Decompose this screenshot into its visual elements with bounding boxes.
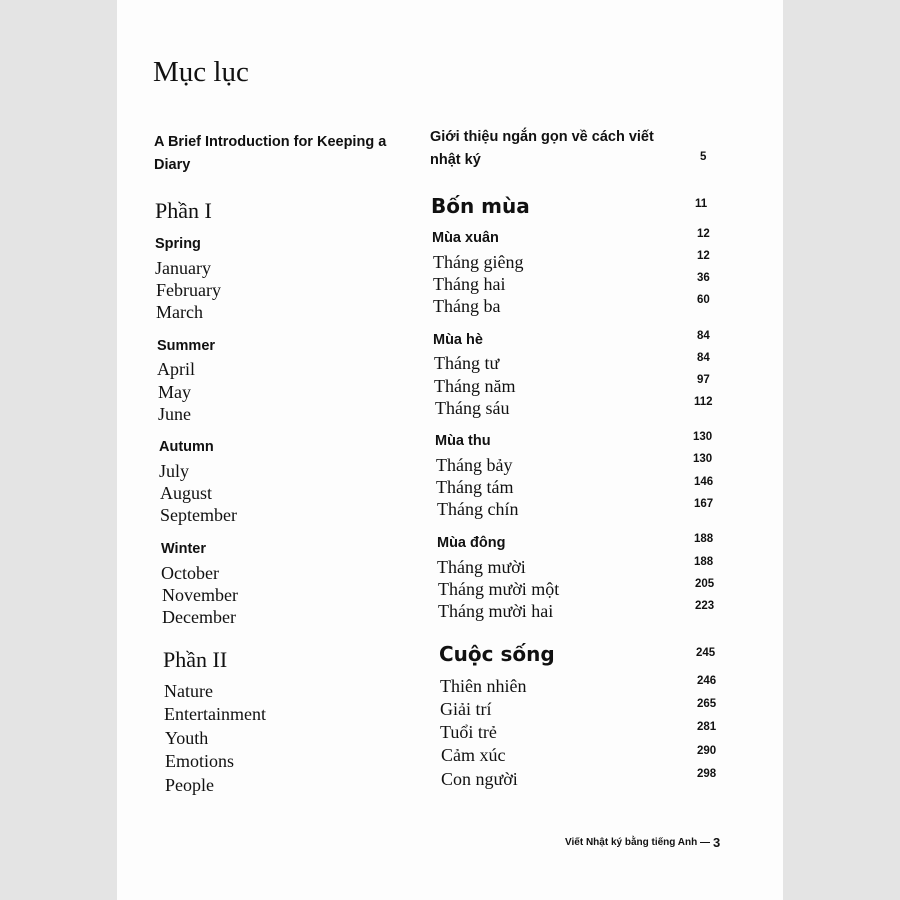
topic-vi: Thiên nhiên	[440, 676, 527, 696]
intro-en-line2: Diary	[154, 157, 191, 173]
page-title: Mục lục	[153, 56, 249, 88]
month-page-number: 84	[697, 352, 710, 364]
season-page-number: 130	[693, 431, 713, 443]
month-page-number: 36	[697, 272, 710, 284]
topic-page-number: 265	[697, 698, 717, 710]
book-page	[117, 0, 783, 900]
month-page-number: 130	[693, 453, 713, 465]
month-page-number: 167	[694, 498, 714, 510]
month-vi: Tháng sáu	[435, 398, 510, 418]
month-en: September	[160, 505, 237, 525]
season-heading-en: Winter	[161, 541, 206, 557]
part-2-label: Phần II	[163, 647, 228, 672]
season-heading-en: Summer	[157, 338, 216, 354]
month-vi: Tháng mười	[437, 557, 526, 577]
month-en: December	[162, 607, 236, 627]
month-vi: Tháng giêng	[433, 252, 524, 272]
topic-vi: Tuổi trẻ	[440, 722, 497, 742]
part-1-section-title: Bốn mùa	[431, 194, 530, 218]
topic-en: People	[165, 775, 214, 795]
month-en: November	[162, 585, 238, 605]
intro-vi-line1: Giới thiệu ngắn gọn về cách viết	[430, 129, 654, 145]
season-page-number: 84	[697, 330, 710, 342]
month-page-number: 188	[694, 556, 714, 568]
season-heading-en: Autumn	[159, 439, 214, 455]
topic-en: Emotions	[165, 751, 235, 771]
season-heading-vi: Mùa xuân	[432, 230, 499, 246]
part-1-page-number: 11	[695, 198, 708, 210]
month-en: October	[161, 563, 219, 583]
topic-en: Nature	[164, 681, 213, 701]
topic-vi: Con người	[441, 769, 518, 789]
topic-page-number: 246	[697, 675, 717, 687]
season-page-number: 188	[694, 533, 714, 545]
topic-page-number: 298	[697, 768, 717, 780]
month-en: June	[158, 404, 191, 424]
month-en: August	[160, 483, 213, 503]
season-heading-vi: Mùa thu	[435, 433, 491, 449]
month-vi: Tháng hai	[433, 274, 506, 294]
topic-vi: Cảm xúc	[441, 745, 506, 765]
topic-en: Entertainment	[164, 704, 266, 724]
month-en: May	[158, 382, 191, 402]
month-page-number: 205	[695, 578, 715, 590]
month-vi: Tháng ba	[433, 296, 501, 316]
season-heading-en: Spring	[155, 236, 201, 252]
month-en: April	[157, 359, 195, 379]
season-heading-vi: Mùa hè	[433, 332, 483, 348]
topic-page-number: 281	[697, 721, 717, 733]
month-en: February	[156, 280, 221, 300]
month-page-number: 223	[695, 600, 715, 612]
month-vi: Tháng năm	[434, 376, 516, 396]
season-heading-vi: Mùa đông	[437, 535, 506, 551]
month-vi: Tháng bảy	[436, 455, 513, 475]
intro-en-line1: A Brief Introduction for Keeping a	[154, 134, 387, 150]
month-page-number: 112	[694, 396, 713, 408]
month-en: January	[155, 258, 211, 278]
footer-running-title: Viết Nhật ký bằng tiếng Anh —	[565, 837, 711, 848]
month-en: March	[156, 302, 203, 322]
intro-vi-line2: nhật ký	[430, 152, 481, 168]
month-page-number: 12	[697, 250, 710, 262]
intro-page-number: 5	[700, 151, 707, 163]
month-vi: Tháng mười một	[438, 579, 560, 599]
month-vi: Tháng mười hai	[438, 601, 554, 621]
footer-page-number: 3	[713, 835, 721, 850]
month-vi: Tháng tám	[436, 477, 514, 497]
part-2-page-number: 245	[696, 647, 716, 659]
part-1-label: Phần I	[155, 198, 212, 223]
month-page-number: 97	[697, 374, 710, 386]
topic-en: Youth	[165, 728, 209, 748]
part-2-section-title: Cuộc sống	[439, 642, 555, 666]
month-page-number: 60	[697, 294, 710, 306]
season-page-number: 12	[697, 228, 710, 240]
month-vi: Tháng chín	[437, 499, 519, 519]
month-page-number: 146	[694, 476, 714, 488]
topic-page-number: 290	[697, 745, 717, 757]
topic-vi: Giải trí	[440, 699, 492, 719]
month-en: July	[159, 461, 190, 481]
month-vi: Tháng tư	[434, 353, 500, 373]
